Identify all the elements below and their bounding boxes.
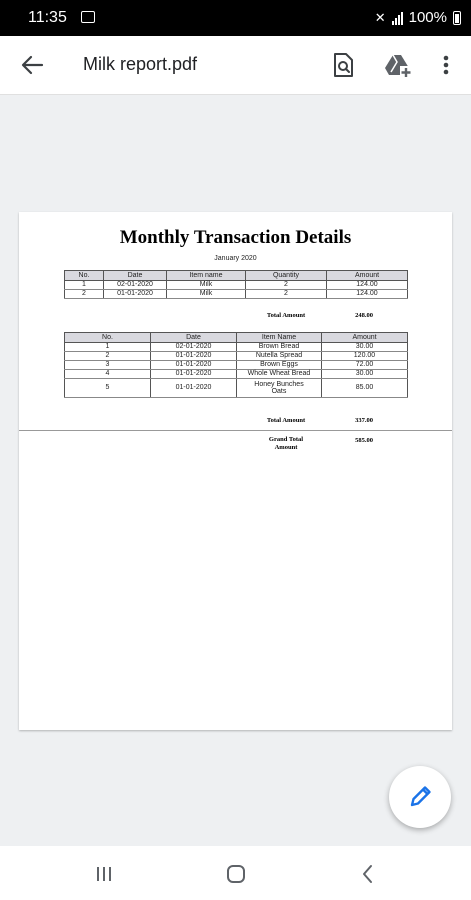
column-header: Item name — [167, 271, 246, 281]
column-header: Date — [104, 271, 167, 281]
back-icon[interactable] — [353, 859, 383, 889]
table-row — [65, 361, 408, 370]
search-document-icon[interactable] — [328, 50, 358, 80]
file-title: Milk report.pdf — [83, 54, 198, 74]
status-time: 11:35 — [28, 9, 67, 26]
cell-amount: 72.00 — [322, 361, 408, 370]
cell-item: Honey Bunches Oats — [237, 379, 322, 398]
add-to-drive-icon[interactable] — [383, 50, 413, 80]
milk-table — [64, 270, 408, 299]
table2-total-value: 337.00 — [355, 417, 373, 424]
cell-amount: 30.00 — [322, 370, 408, 379]
table1-total-label: Total Amount — [266, 312, 306, 319]
cell-item: Nutella Spread — [237, 352, 322, 361]
cell-item: Brown Bread — [237, 343, 322, 352]
cell-item: Milk — [167, 281, 246, 290]
table2-total-label: Total Amount — [266, 417, 306, 424]
table-header-row — [65, 271, 408, 281]
signal-icon — [392, 11, 403, 25]
cell-date: 01-01-2020 — [151, 361, 237, 370]
cell-no: 2 — [65, 290, 104, 299]
divider — [19, 430, 452, 431]
grocery-table — [64, 332, 408, 398]
recent-apps-icon[interactable] — [89, 859, 119, 889]
cell-amount: 124.00 — [327, 281, 408, 290]
column-header: Item Name — [237, 333, 322, 343]
grand-total-label: Grand Total Amount — [268, 436, 304, 451]
cell-date: 02-01-2020 — [104, 281, 167, 290]
table-row — [65, 281, 408, 290]
cell-amount: 30.00 — [322, 343, 408, 352]
edit-pencil-icon — [389, 766, 451, 828]
document-subtitle: January 2020 — [214, 255, 257, 262]
column-header: No. — [65, 333, 151, 343]
edit-fab-button[interactable] — [389, 766, 451, 828]
cell-item: Brown Eggs — [237, 361, 322, 370]
column-header: No. — [65, 271, 104, 281]
battery-percent: 100% — [408, 9, 447, 26]
image-notification-icon — [81, 11, 95, 23]
column-header: Date — [151, 333, 237, 343]
pdf-page[interactable] — [19, 212, 452, 730]
cell-no: 2 — [65, 352, 151, 361]
cell-no: 3 — [65, 361, 151, 370]
home-icon[interactable] — [221, 859, 251, 889]
status-bar — [0, 0, 471, 36]
document-title: Monthly Transaction Details — [119, 227, 352, 248]
table-row — [65, 352, 408, 361]
table-row — [65, 290, 408, 299]
cell-date: 02-01-2020 — [151, 343, 237, 352]
cell-date: 01-01-2020 — [151, 352, 237, 361]
app-bar — [0, 36, 471, 95]
cell-quantity: 2 — [246, 281, 327, 290]
cell-quantity: 2 — [246, 290, 327, 299]
system-nav-bar — [0, 846, 471, 900]
battery-icon — [453, 11, 461, 25]
cell-amount: 85.00 — [322, 379, 408, 398]
cell-amount: 124.00 — [327, 290, 408, 299]
mute-icon: ✕ — [374, 9, 386, 25]
cell-date: 01-01-2020 — [151, 379, 237, 398]
table-row — [65, 379, 408, 398]
cell-no: 5 — [65, 379, 151, 398]
column-header: Amount — [327, 271, 408, 281]
cell-date: 01-01-2020 — [151, 370, 237, 379]
back-arrow-icon[interactable] — [16, 50, 48, 80]
cell-no: 1 — [65, 281, 104, 290]
status-right — [375, 9, 461, 26]
table-row — [65, 370, 408, 379]
cell-date: 01-01-2020 — [104, 290, 167, 299]
cell-item: Whole Wheat Bread — [237, 370, 322, 379]
column-header: Quantity — [246, 271, 327, 281]
cell-amount: 120.00 — [322, 352, 408, 361]
more-vert-icon[interactable] — [431, 50, 461, 80]
table-row — [65, 343, 408, 352]
table1-total-value: 248.00 — [355, 312, 373, 319]
cell-no: 4 — [65, 370, 151, 379]
grand-total-value: 585.00 — [355, 437, 373, 444]
table-header-row — [65, 333, 408, 343]
cell-no: 1 — [65, 343, 151, 352]
column-header: Amount — [322, 333, 408, 343]
cell-item: Milk — [167, 290, 246, 299]
